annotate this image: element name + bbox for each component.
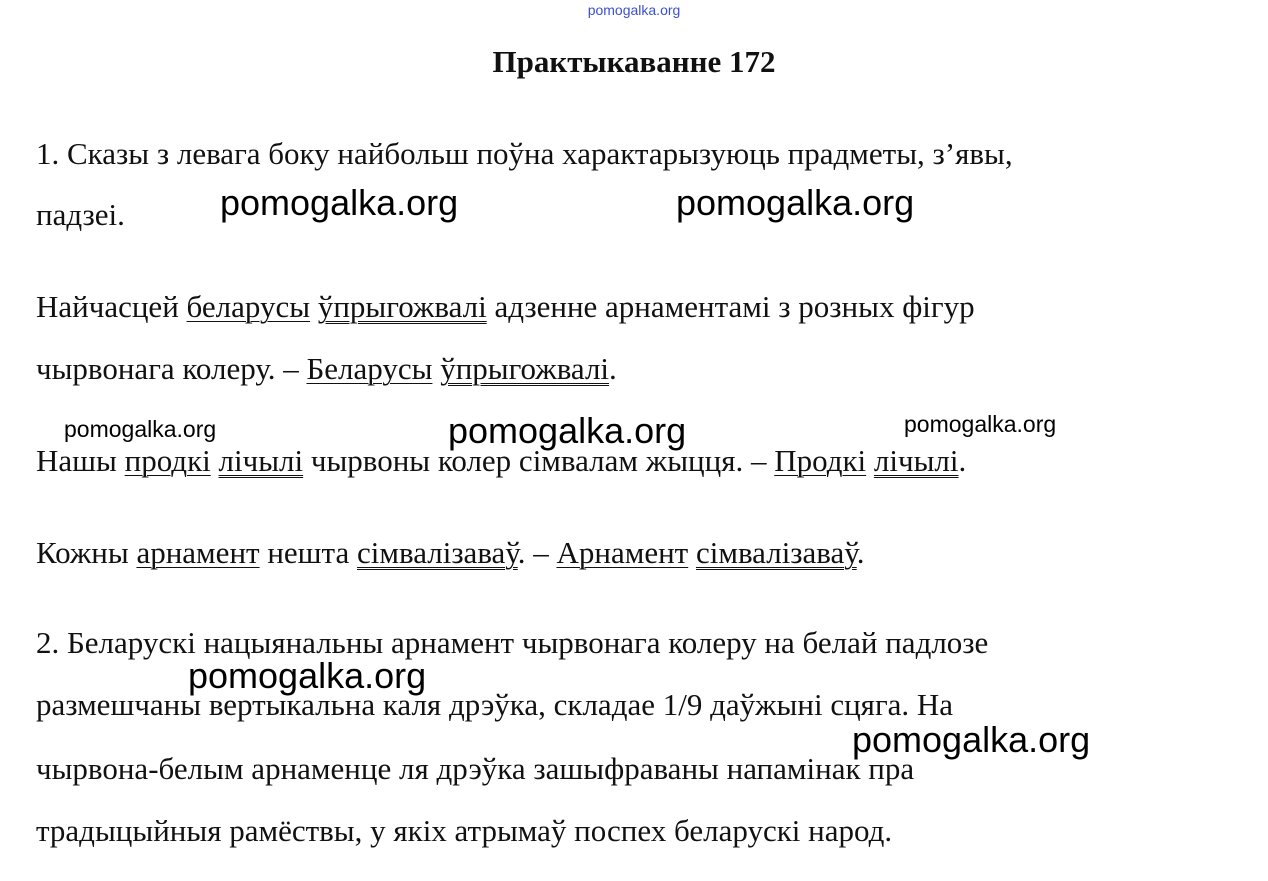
paragraph-1-line-2: падзеі. <box>36 197 125 232</box>
subject: Арнамент <box>556 535 689 570</box>
watermark: pomogalka.org <box>220 182 459 223</box>
space <box>211 443 219 478</box>
text: Найчасцей <box>36 289 187 324</box>
paragraph-2-line-2: размешчаны вертыкальна каля дрэўка, складае 1/9 даўжыні сцяга. На <box>36 687 954 722</box>
predicate: лічылі <box>873 443 959 478</box>
watermark: pomogalka.org <box>188 655 427 696</box>
paragraph-1-line-1: 1. Сказы з левага боку найбольш поўна характарызуюць прадметы, з’явы, <box>36 136 1013 171</box>
predicate: сімвалізаваў <box>356 535 518 570</box>
text: . <box>856 535 865 570</box>
text: Кожны <box>36 535 137 570</box>
text: адзенне арнаментамі з розных фігур <box>486 289 975 324</box>
site-mark: pomogalka.org <box>587 2 681 18</box>
text: чырвоны колер сімвалам жыцця. – <box>303 443 775 478</box>
text: чырвонага колеру. – <box>36 351 307 386</box>
subject: Продкі <box>774 443 867 478</box>
watermark: pomogalka.org <box>448 410 687 451</box>
watermark: pomogalka.org <box>64 416 217 442</box>
space <box>310 289 318 324</box>
subject: арнамент <box>136 535 260 570</box>
text: . – <box>517 535 557 570</box>
subject: Беларусы <box>306 351 433 386</box>
text: . <box>609 351 617 386</box>
space <box>688 535 696 570</box>
text: нешта <box>259 535 357 570</box>
paragraph-2-line-4: традыцыйныя рамёствы, у якіх атрымаў поспех беларускі народ. <box>36 813 893 848</box>
text: . <box>958 443 967 478</box>
predicate: ўпрыгожвалі <box>440 351 610 386</box>
predicate: лічылі <box>218 443 304 478</box>
predicate: ўпрыгожвалі <box>317 289 487 324</box>
page-title: Практыкаванне 172 <box>492 44 776 79</box>
watermark: pomogalka.org <box>904 411 1057 437</box>
predicate: сімвалізаваў <box>695 535 857 570</box>
subject: беларусы <box>186 289 311 324</box>
text: Нашы <box>36 443 125 478</box>
sentence-1-line-1 <box>36 291 975 322</box>
sentence-1-line-2 <box>36 353 617 384</box>
subject: продкі <box>124 443 211 478</box>
paragraph-2-line-1: 2. Беларускі нацыянальны арнамент чырвонага колеру на белай падлозе <box>36 625 989 660</box>
space <box>866 443 874 478</box>
watermark: pomogalka.org <box>852 719 1091 760</box>
sentence-3 <box>36 537 864 568</box>
paragraph-2-line-3: чырвона-белым арнаменце ля дрэўка зашыфраваны напамінак пра <box>36 751 915 786</box>
watermark: pomogalka.org <box>676 182 915 223</box>
